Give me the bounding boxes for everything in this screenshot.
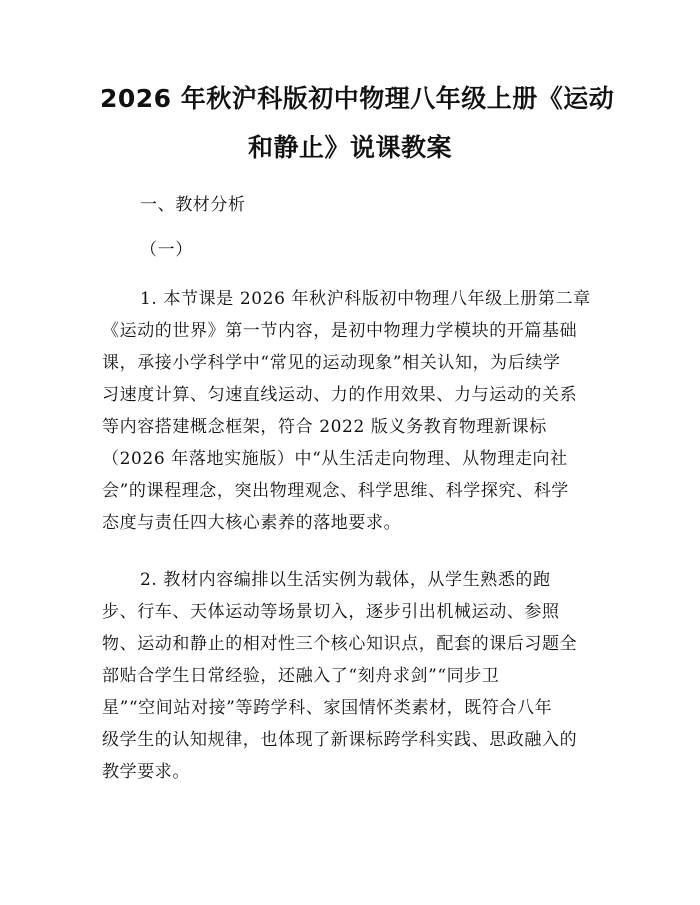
title-line-1: 2026 年秋沪科版初中物理八年级上册《运动 [100, 84, 615, 113]
paragraph1-line-8: 态度与责任四大核心素养的落地要求。 [102, 513, 402, 533]
paragraph2-line-6: 级学生的认知规律，也体现了新课标跨学科实践、思政融入的 [102, 730, 578, 750]
paragraph1-line-6: （2026 年落地实施版）中“从生活走向物理、从物理走向社 [102, 449, 568, 469]
paragraph2-line-4: 部贴合学生日常经验，还融入了“刻舟求剑”“同步卫 [102, 666, 500, 686]
paragraph1-line-3: 课，承接小学科学中“常见的运动现象”相关认知，为后续学 [102, 353, 561, 373]
paragraph2-line-1: 2. 教材内容编排以生活实例为载体，从学生熟悉的跑 [140, 570, 551, 590]
paragraph2-line-5: 星”“空间站对接”等跨学科、家国情怀类素材，既符合八年 [102, 698, 553, 718]
paragraph2-line-3: 物、运动和静止的相对性三个核心知识点，配套的课后习题全 [102, 634, 578, 654]
paragraph1-line-4: 习速度计算、匀速直线运动、力的作用效果、力与运动的关系 [102, 385, 578, 405]
subsection-heading: （一） [140, 240, 193, 260]
title-line-2: 和静止》说课教案 [247, 133, 452, 162]
paragraph1-line-7: 会”的课程理念，突出物理观念、科学思维、科学探究、科学 [102, 481, 569, 501]
paragraph1-line-1: 1. 本节课是 2026 年秋沪科版初中物理八年级上册第二章 [140, 289, 591, 309]
section-heading: 一、教材分析 [140, 195, 246, 215]
paragraph2-line-7: 教学要求。 [102, 762, 190, 782]
paragraph1-line-5: 等内容搭建概念框架，符合 2022 版义务教育物理新课标 [102, 417, 547, 437]
paragraph1-line-2: 《运动的世界》第一节内容，是初中物理力学模块的开篇基础 [102, 321, 578, 341]
paragraph2-line-2: 步、行车、天体运动等场景切入，逐步引出机械运动、参照 [102, 602, 560, 622]
